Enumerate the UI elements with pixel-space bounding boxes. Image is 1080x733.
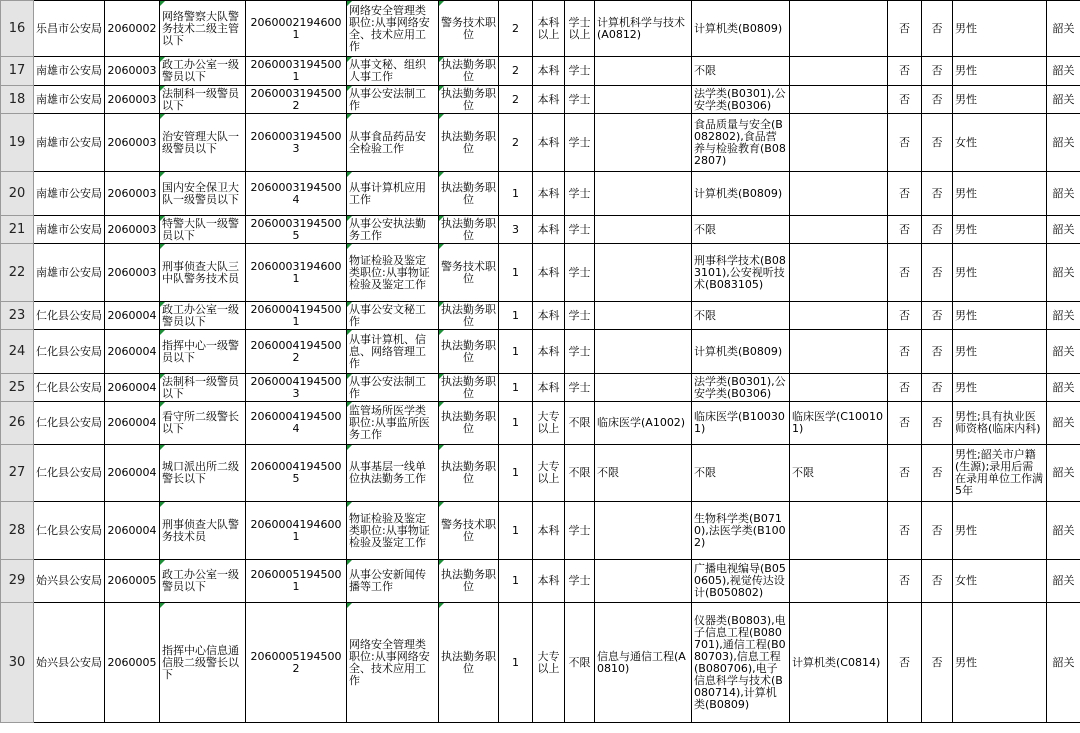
table-cell[interactable]: 2060003 xyxy=(105,216,160,244)
table-cell[interactable] xyxy=(790,86,888,114)
table-cell[interactable]: 网络警察大队警务技术二级主管以下 xyxy=(160,1,246,57)
table-cell[interactable]: 学士 xyxy=(565,374,595,402)
row-number-header[interactable]: 20 xyxy=(1,172,34,216)
table-cell[interactable]: 2060003 xyxy=(105,244,160,302)
table-cell[interactable]: 计算机类(B0809) xyxy=(692,172,790,216)
row-number-header[interactable]: 24 xyxy=(1,330,34,374)
table-cell[interactable]: 不限 xyxy=(565,445,595,502)
table-cell[interactable]: 本科 xyxy=(533,374,565,402)
table-cell[interactable]: 从事基层一线单位执法勤务工作 xyxy=(347,445,439,502)
table-cell[interactable]: 20600031945002 xyxy=(246,86,347,114)
table-cell[interactable]: 2 xyxy=(499,1,533,57)
table-cell[interactable]: 从事公安法制工作 xyxy=(347,374,439,402)
table-cell[interactable]: 男性;具有执业医师资格(临床内科) xyxy=(953,402,1047,445)
table-cell[interactable]: 信息与通信工程(A0810) xyxy=(595,603,692,723)
table-cell[interactable]: 20600051945001 xyxy=(246,560,347,603)
table-cell[interactable]: 不限 xyxy=(692,216,790,244)
table-cell[interactable] xyxy=(790,216,888,244)
table-cell[interactable]: 网络安全管理类职位:从事网络安全、技术应用工作 xyxy=(347,1,439,57)
table-cell[interactable]: 否 xyxy=(922,402,953,445)
table-cell[interactable]: 20600041945003 xyxy=(246,374,347,402)
table-cell[interactable]: 韶关 xyxy=(1047,86,1080,114)
table-cell[interactable]: 执法勤务职位 xyxy=(439,114,499,172)
table-cell[interactable]: 1 xyxy=(499,302,533,330)
table-cell[interactable]: 否 xyxy=(888,216,922,244)
table-cell[interactable]: 2060003 xyxy=(105,86,160,114)
table-cell[interactable]: 临床医学(A1002) xyxy=(595,402,692,445)
table-cell[interactable]: 网络安全管理类职位:从事网络安全、技术应用工作 xyxy=(347,603,439,723)
table-cell[interactable]: 从事计算机应用工作 xyxy=(347,172,439,216)
table-cell[interactable]: 南雄市公安局 xyxy=(34,57,105,86)
table-cell[interactable]: 法制科一级警员以下 xyxy=(160,86,246,114)
table-cell[interactable]: 20600031945005 xyxy=(246,216,347,244)
table-cell[interactable]: 否 xyxy=(922,57,953,86)
table-cell[interactable]: 否 xyxy=(922,374,953,402)
table-cell[interactable] xyxy=(790,330,888,374)
row-number-header[interactable]: 29 xyxy=(1,560,34,603)
table-cell[interactable]: 韶关 xyxy=(1047,603,1080,723)
table-cell[interactable]: 否 xyxy=(922,560,953,603)
table-cell[interactable]: 否 xyxy=(888,502,922,560)
table-cell[interactable]: 学士 xyxy=(565,330,595,374)
table-cell[interactable]: 2 xyxy=(499,86,533,114)
table-cell[interactable] xyxy=(595,244,692,302)
table-row xyxy=(1,502,1080,560)
table-cell[interactable]: 执法勤务职位 xyxy=(439,57,499,86)
table-cell[interactable]: 不限 xyxy=(692,302,790,330)
table-cell[interactable]: 20600051945002 xyxy=(246,603,347,723)
table-cell[interactable]: 生物科学类(B0710),法医学类(B1002) xyxy=(692,502,790,560)
table-cell[interactable]: 20600031945004 xyxy=(246,172,347,216)
table-cell[interactable]: 学士 xyxy=(565,172,595,216)
table-cell[interactable]: 本科 xyxy=(533,502,565,560)
table-cell[interactable] xyxy=(595,57,692,86)
table-cell[interactable]: 执法勤务职位 xyxy=(439,172,499,216)
table-cell[interactable]: 学士 xyxy=(565,244,595,302)
table-cell[interactable]: 否 xyxy=(922,172,953,216)
table-cell[interactable]: 本科 xyxy=(533,216,565,244)
table-cell[interactable]: 本科 xyxy=(533,114,565,172)
table-cell[interactable]: 本科以上 xyxy=(533,1,565,57)
table-cell[interactable]: 仪器类(B0803),电子信息工程(B080701),通信工程(B080703),信息工程(B080706),电子信息科学与技术(B080714),计算机类(B0809) xyxy=(692,603,790,723)
table-cell[interactable]: 食品质量与安全(B082802),食品营养与检验教育(B082807) xyxy=(692,114,790,172)
table-cell[interactable]: 2060004 xyxy=(105,445,160,502)
table-cell[interactable]: 韶关 xyxy=(1047,402,1080,445)
table-cell[interactable]: 1 xyxy=(499,445,533,502)
table-cell[interactable]: 从事公安文秘工作 xyxy=(347,302,439,330)
table-cell[interactable]: 本科 xyxy=(533,57,565,86)
table-cell[interactable]: 本科 xyxy=(533,330,565,374)
table-cell[interactable] xyxy=(595,560,692,603)
table-cell[interactable]: 1 xyxy=(499,502,533,560)
table-cell[interactable]: 否 xyxy=(888,445,922,502)
table-cell[interactable]: 仁化县公安局 xyxy=(34,445,105,502)
table-cell[interactable]: 始兴县公安局 xyxy=(34,560,105,603)
table-cell[interactable] xyxy=(595,502,692,560)
table-cell[interactable]: 2 xyxy=(499,57,533,86)
table-cell[interactable]: 2 xyxy=(499,114,533,172)
table-cell[interactable]: 政工办公室一级警员以下 xyxy=(160,57,246,86)
table-cell[interactable]: 男性 xyxy=(953,330,1047,374)
table-cell[interactable]: 男性 xyxy=(953,374,1047,402)
row-number-header[interactable]: 23 xyxy=(1,302,34,330)
table-cell[interactable]: 否 xyxy=(888,603,922,723)
table-cell[interactable]: 仁化县公安局 xyxy=(34,302,105,330)
row-number-header[interactable]: 30 xyxy=(1,603,34,723)
row-number-header[interactable]: 21 xyxy=(1,216,34,244)
table-cell[interactable]: 从事文秘、组织人事工作 xyxy=(347,57,439,86)
table-cell[interactable]: 1 xyxy=(499,603,533,723)
table-cell[interactable]: 不限 xyxy=(692,445,790,502)
table-row xyxy=(1,172,1080,216)
table-cell[interactable]: 警务技术职位 xyxy=(439,1,499,57)
table-cell[interactable]: 仁化县公安局 xyxy=(34,502,105,560)
table-body xyxy=(1,1,1080,723)
table-cell[interactable]: 本科 xyxy=(533,302,565,330)
table-cell[interactable] xyxy=(790,57,888,86)
table-cell[interactable]: 大专以上 xyxy=(533,445,565,502)
table-row xyxy=(1,302,1080,330)
table-cell[interactable]: 不限 xyxy=(790,445,888,502)
table-cell[interactable]: 南雄市公安局 xyxy=(34,216,105,244)
table-cell[interactable]: 2060005 xyxy=(105,560,160,603)
table-cell[interactable] xyxy=(595,374,692,402)
table-cell[interactable]: 女性 xyxy=(953,114,1047,172)
table-cell[interactable]: 执法勤务职位 xyxy=(439,216,499,244)
table-cell[interactable] xyxy=(790,502,888,560)
table-cell[interactable]: 3 xyxy=(499,216,533,244)
table-cell[interactable]: 从事公安法制工作 xyxy=(347,86,439,114)
table-cell[interactable]: 执法勤务职位 xyxy=(439,86,499,114)
table-cell[interactable]: 20600031945003 xyxy=(246,114,347,172)
table-row xyxy=(1,57,1080,86)
table-row xyxy=(1,445,1080,502)
table-cell[interactable]: 否 xyxy=(922,216,953,244)
table-cell[interactable] xyxy=(595,330,692,374)
table-cell[interactable]: 学士 xyxy=(565,302,595,330)
table-cell[interactable]: 1 xyxy=(499,244,533,302)
table-cell[interactable]: 学士以上 xyxy=(565,1,595,57)
table-cell[interactable]: 1 xyxy=(499,560,533,603)
table-cell[interactable]: 南雄市公安局 xyxy=(34,114,105,172)
table-cell[interactable]: 2060002 xyxy=(105,1,160,57)
table-cell[interactable]: 男性;韶关市户籍(生源);录用后需在录用单位工作满5年 xyxy=(953,445,1047,502)
table-cell[interactable]: 临床医学(B100301) xyxy=(692,402,790,445)
table-cell[interactable]: 法制科一级警员以下 xyxy=(160,374,246,402)
table-cell[interactable]: 男性 xyxy=(953,502,1047,560)
table-row xyxy=(1,330,1080,374)
row-number-header[interactable]: 19 xyxy=(1,114,34,172)
table-cell[interactable]: 大专以上 xyxy=(533,402,565,445)
table-cell[interactable]: 韶关 xyxy=(1047,172,1080,216)
table-cell[interactable]: 仁化县公安局 xyxy=(34,374,105,402)
row-number-header[interactable]: 22 xyxy=(1,244,34,302)
table-cell[interactable]: 看守所二级警长以下 xyxy=(160,402,246,445)
table-cell[interactable]: 2060004 xyxy=(105,374,160,402)
table-row xyxy=(1,603,1080,723)
table-cell[interactable]: 2060005 xyxy=(105,603,160,723)
table-cell[interactable]: 刑事侦查大队三中队警务技术员 xyxy=(160,244,246,302)
table-cell[interactable]: 男性 xyxy=(953,244,1047,302)
table-cell[interactable]: 治安管理大队一级警员以下 xyxy=(160,114,246,172)
table-cell[interactable]: 韶关 xyxy=(1047,502,1080,560)
table-cell[interactable]: 乐昌市公安局 xyxy=(34,1,105,57)
table-cell[interactable]: 2060003 xyxy=(105,57,160,86)
table-cell[interactable]: 南雄市公安局 xyxy=(34,86,105,114)
table-row xyxy=(1,86,1080,114)
table-cell[interactable]: 否 xyxy=(922,86,953,114)
table-cell[interactable]: 1 xyxy=(499,172,533,216)
table-cell[interactable]: 临床医学(C100101) xyxy=(790,402,888,445)
table-cell[interactable]: 广播电视编导(B050605),视觉传达设计(B050802) xyxy=(692,560,790,603)
table-cell[interactable] xyxy=(790,172,888,216)
table-cell[interactable]: 否 xyxy=(922,502,953,560)
table-cell[interactable]: 20600031945001 xyxy=(246,57,347,86)
table-cell[interactable]: 否 xyxy=(888,560,922,603)
table-cell[interactable]: 政工办公室一级警员以下 xyxy=(160,302,246,330)
table-cell[interactable]: 否 xyxy=(888,374,922,402)
table-cell[interactable]: 本科 xyxy=(533,172,565,216)
table-cell[interactable]: 南雄市公安局 xyxy=(34,172,105,216)
table-cell[interactable]: 否 xyxy=(922,445,953,502)
table-cell[interactable]: 否 xyxy=(888,172,922,216)
table-cell[interactable]: 执法勤务职位 xyxy=(439,330,499,374)
table-cell[interactable]: 20600041945004 xyxy=(246,402,347,445)
table-cell[interactable]: 物证检验及鉴定类职位:从事物证检验及鉴定工作 xyxy=(347,502,439,560)
table-row xyxy=(1,244,1080,302)
table-cell[interactable]: 2060003 xyxy=(105,172,160,216)
table-cell[interactable] xyxy=(595,216,692,244)
table-cell[interactable]: 韶关 xyxy=(1047,1,1080,57)
table-cell[interactable]: 否 xyxy=(922,114,953,172)
table-cell[interactable]: 否 xyxy=(888,302,922,330)
table-cell[interactable]: 仁化县公安局 xyxy=(34,330,105,374)
table-cell[interactable] xyxy=(790,560,888,603)
table-cell[interactable]: 南雄市公安局 xyxy=(34,244,105,302)
table-cell[interactable]: 否 xyxy=(888,330,922,374)
table-cell[interactable]: 计算机类(B0809) xyxy=(692,330,790,374)
table-cell[interactable] xyxy=(595,172,692,216)
table-cell[interactable]: 学士 xyxy=(565,502,595,560)
table-row xyxy=(1,560,1080,603)
table-cell[interactable]: 韶关 xyxy=(1047,560,1080,603)
table-cell[interactable]: 指挥中心信息通信股二级警长以下 xyxy=(160,603,246,723)
table-cell[interactable]: 学士 xyxy=(565,560,595,603)
table-cell[interactable]: 执法勤务职位 xyxy=(439,402,499,445)
table-cell[interactable]: 执法勤务职位 xyxy=(439,445,499,502)
table-cell[interactable] xyxy=(595,114,692,172)
table-cell[interactable] xyxy=(595,86,692,114)
table-cell[interactable]: 计算机类(C0814) xyxy=(790,603,888,723)
table-cell[interactable]: 男性 xyxy=(953,57,1047,86)
table-row xyxy=(1,402,1080,445)
table-cell[interactable]: 韶关 xyxy=(1047,374,1080,402)
table-cell[interactable]: 20600031946001 xyxy=(246,244,347,302)
table-cell[interactable]: 20600041945005 xyxy=(246,445,347,502)
table-cell[interactable]: 学士 xyxy=(565,57,595,86)
table-cell[interactable]: 20600041945001 xyxy=(246,302,347,330)
table-cell[interactable] xyxy=(595,302,692,330)
table-cell[interactable]: 不限 xyxy=(565,402,595,445)
table-cell[interactable]: 不限 xyxy=(692,57,790,86)
row-number-header[interactable]: 18 xyxy=(1,86,34,114)
table-cell[interactable]: 城口派出所二级警长以下 xyxy=(160,445,246,502)
table-cell[interactable]: 男性 xyxy=(953,86,1047,114)
table-cell[interactable]: 20600041945002 xyxy=(246,330,347,374)
table-cell[interactable]: 否 xyxy=(888,402,922,445)
row-number-header[interactable]: 26 xyxy=(1,402,34,445)
table-cell[interactable]: 否 xyxy=(922,603,953,723)
row-number-header[interactable]: 25 xyxy=(1,374,34,402)
table-cell[interactable]: 男性 xyxy=(953,172,1047,216)
table-cell[interactable] xyxy=(790,374,888,402)
table-cell[interactable]: 韶关 xyxy=(1047,445,1080,502)
row-number-header[interactable]: 27 xyxy=(1,445,34,502)
table-cell[interactable]: 刑事侦查大队警务技术员 xyxy=(160,502,246,560)
table-cell[interactable]: 否 xyxy=(922,330,953,374)
table-cell[interactable]: 否 xyxy=(888,114,922,172)
table-cell[interactable]: 男性 xyxy=(953,603,1047,723)
table-cell[interactable]: 执法勤务职位 xyxy=(439,603,499,723)
table-cell[interactable]: 本科 xyxy=(533,86,565,114)
table-cell[interactable]: 20600021946001 xyxy=(246,1,347,57)
table-cell[interactable]: 否 xyxy=(922,1,953,57)
table-cell[interactable]: 否 xyxy=(888,86,922,114)
table-cell[interactable]: 否 xyxy=(888,1,922,57)
table-row xyxy=(1,216,1080,244)
row-number-header[interactable]: 28 xyxy=(1,502,34,560)
table-cell[interactable]: 本科 xyxy=(533,560,565,603)
table-cell[interactable]: 从事公安新闻传播等工作 xyxy=(347,560,439,603)
table-cell[interactable]: 计算机科学与技术(A0812) xyxy=(595,1,692,57)
table-cell[interactable]: 韶关 xyxy=(1047,216,1080,244)
table-cell[interactable]: 男性 xyxy=(953,1,1047,57)
table-cell[interactable]: 指挥中心一级警员以下 xyxy=(160,330,246,374)
table-cell[interactable]: 韶关 xyxy=(1047,114,1080,172)
table-cell[interactable]: 学士 xyxy=(565,114,595,172)
table-cell[interactable]: 政工办公室一级警员以下 xyxy=(160,560,246,603)
table-cell[interactable] xyxy=(790,1,888,57)
table-cell[interactable]: 1 xyxy=(499,402,533,445)
table-cell[interactable]: 不限 xyxy=(565,603,595,723)
row-number-header[interactable]: 17 xyxy=(1,57,34,86)
table-cell[interactable]: 大专以上 xyxy=(533,603,565,723)
table-cell[interactable]: 国内安全保卫大队一级警员以下 xyxy=(160,172,246,216)
table-cell[interactable]: 警务技术职位 xyxy=(439,502,499,560)
table-row xyxy=(1,374,1080,402)
table-cell[interactable]: 韶关 xyxy=(1047,244,1080,302)
table-cell[interactable]: 执法勤务职位 xyxy=(439,374,499,402)
table-cell[interactable]: 学士 xyxy=(565,216,595,244)
table-cell[interactable]: 20600041946001 xyxy=(246,502,347,560)
table-cell[interactable]: 物证检验及鉴定类职位:从事物证检验及鉴定工作 xyxy=(347,244,439,302)
table-cell[interactable]: 否 xyxy=(888,57,922,86)
table-cell[interactable]: 法学类(B0301),公安学类(B0306) xyxy=(692,86,790,114)
table-cell[interactable]: 2060004 xyxy=(105,330,160,374)
table-cell[interactable]: 从事食品药品安全检验工作 xyxy=(347,114,439,172)
table-cell[interactable]: 仁化县公安局 xyxy=(34,402,105,445)
table-cell[interactable]: 刑事科学技术(B083101),公安视听技术(B083105) xyxy=(692,244,790,302)
table-cell[interactable]: 韶关 xyxy=(1047,330,1080,374)
table-cell[interactable]: 否 xyxy=(922,244,953,302)
table-cell[interactable]: 韶关 xyxy=(1047,57,1080,86)
table-cell[interactable]: 2060004 xyxy=(105,502,160,560)
table-cell[interactable]: 2060004 xyxy=(105,302,160,330)
table-cell[interactable]: 监管场所医学类职位:从事监所医务工作 xyxy=(347,402,439,445)
table-cell[interactable]: 执法勤务职位 xyxy=(439,560,499,603)
table-cell[interactable]: 执法勤务职位 xyxy=(439,302,499,330)
table-cell[interactable] xyxy=(790,302,888,330)
table-cell[interactable]: 否 xyxy=(922,302,953,330)
table-cell[interactable]: 不限 xyxy=(595,445,692,502)
table-cell[interactable]: 2060003 xyxy=(105,114,160,172)
table-cell[interactable]: 男性 xyxy=(953,216,1047,244)
table-cell[interactable] xyxy=(790,114,888,172)
table-cell[interactable]: 否 xyxy=(888,244,922,302)
row-number-header[interactable]: 16 xyxy=(1,1,34,57)
table-cell[interactable]: 学士 xyxy=(565,86,595,114)
table-cell[interactable]: 1 xyxy=(499,330,533,374)
table-cell[interactable]: 从事计算机、信息、网络管理工作 xyxy=(347,330,439,374)
table-cell[interactable]: 特警大队一级警员以下 xyxy=(160,216,246,244)
table-cell[interactable]: 2060004 xyxy=(105,402,160,445)
table-cell[interactable]: 始兴县公安局 xyxy=(34,603,105,723)
table-cell[interactable]: 1 xyxy=(499,374,533,402)
table-cell[interactable]: 男性 xyxy=(953,302,1047,330)
table-cell[interactable]: 计算机类(B0809) xyxy=(692,1,790,57)
table-cell[interactable]: 女性 xyxy=(953,560,1047,603)
table-cell[interactable]: 警务技术职位 xyxy=(439,244,499,302)
table-cell[interactable] xyxy=(790,244,888,302)
table-cell[interactable]: 从事公安执法勤务工作 xyxy=(347,216,439,244)
table-cell[interactable]: 本科 xyxy=(533,244,565,302)
table-row xyxy=(1,1,1080,57)
table-cell[interactable]: 韶关 xyxy=(1047,302,1080,330)
table-cell[interactable]: 法学类(B0301),公安学类(B0306) xyxy=(692,374,790,402)
table-row xyxy=(1,114,1080,172)
